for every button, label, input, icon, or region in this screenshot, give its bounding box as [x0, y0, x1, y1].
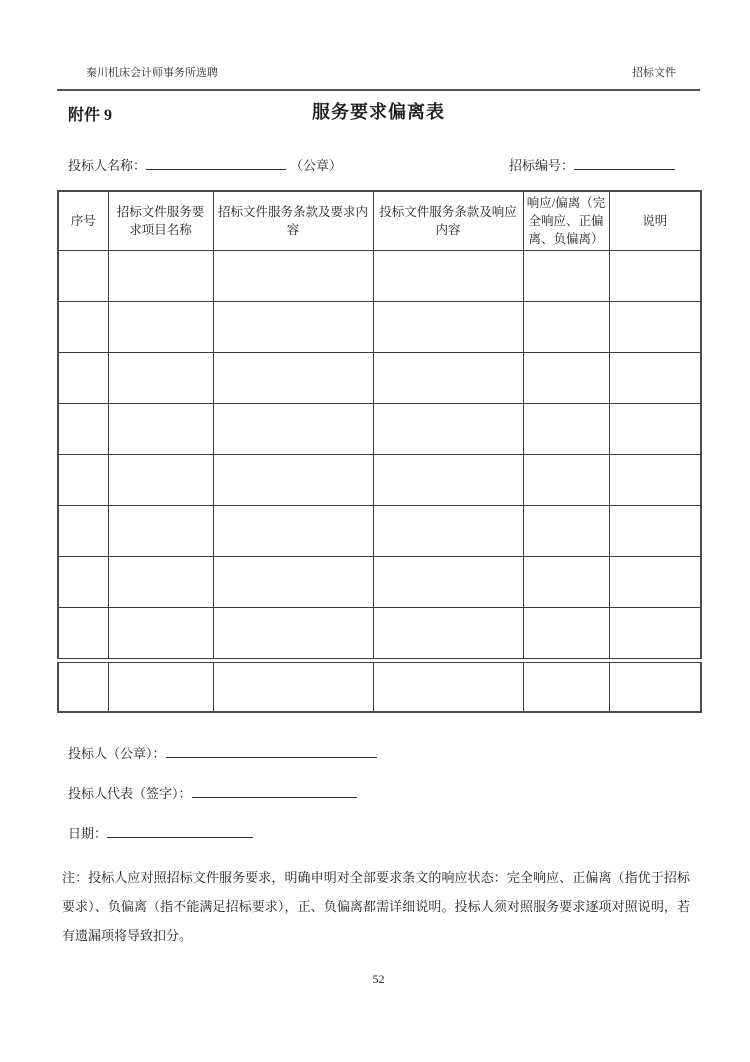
empty-cell	[58, 302, 108, 353]
empty-cell	[373, 302, 523, 353]
tender-number-label: 招标编号：	[508, 158, 574, 173]
letterhead	[57, 64, 700, 80]
header-cell-remarks: 说明	[609, 191, 701, 251]
header-cell-bid-response: 投标文件服务条款及响应内容	[373, 191, 523, 251]
empty-cell	[58, 455, 108, 506]
empty-cell	[213, 302, 373, 353]
empty-cell	[373, 663, 523, 712]
empty-cell	[373, 353, 523, 404]
empty-cell	[609, 404, 701, 455]
empty-cell	[108, 608, 213, 659]
empty-cell	[108, 302, 213, 353]
representative-blank	[192, 785, 357, 798]
table-tail-body	[58, 663, 701, 712]
document-page	[57, 0, 700, 987]
empty-cell	[58, 608, 108, 659]
empty-cell	[609, 302, 701, 353]
header-cell-item-name: 招标文件服务要求项目名称	[108, 191, 213, 251]
empty-cell	[609, 506, 701, 557]
empty-cell	[58, 557, 108, 608]
empty-cell	[213, 404, 373, 455]
signature-block	[57, 743, 700, 841]
table-body	[58, 251, 701, 659]
empty-cell	[609, 557, 701, 608]
empty-cell	[373, 455, 523, 506]
empty-cell	[108, 251, 213, 302]
seal-label: （公章）	[290, 158, 343, 173]
empty-cell	[108, 353, 213, 404]
empty-cell	[523, 663, 609, 712]
empty-cell	[523, 404, 609, 455]
date-blank	[107, 825, 253, 838]
empty-cell	[213, 506, 373, 557]
empty-cell	[213, 455, 373, 506]
header-cell-tender-terms: 招标文件服务条款及要求内容	[213, 191, 373, 251]
empty-cell	[108, 663, 213, 712]
empty-cell	[58, 251, 108, 302]
table-row	[58, 663, 701, 712]
representative-label: 投标人代表（签字）：	[68, 785, 192, 801]
table-row	[58, 251, 701, 302]
empty-cell	[523, 302, 609, 353]
bidder-name-blank	[146, 157, 286, 170]
table-row	[58, 506, 701, 557]
empty-cell	[213, 353, 373, 404]
signature-line-seal	[68, 743, 700, 761]
page-number: 52	[372, 971, 385, 986]
empty-cell	[108, 557, 213, 608]
attachment-label: 附件 9	[68, 107, 113, 124]
table-row	[58, 455, 701, 506]
empty-cell	[373, 251, 523, 302]
title-row	[57, 99, 700, 125]
empty-cell	[108, 506, 213, 557]
empty-cell	[523, 455, 609, 506]
tender-number-blank	[574, 157, 675, 170]
empty-cell	[523, 251, 609, 302]
empty-cell	[108, 455, 213, 506]
signature-line-date	[68, 823, 700, 841]
bidder-name-group	[68, 155, 342, 174]
table-row	[58, 404, 701, 455]
letterhead-right-text: 招标文件	[632, 67, 676, 79]
empty-cell	[523, 506, 609, 557]
table-row	[58, 608, 701, 659]
bidder-name-label: 投标人名称：	[68, 158, 147, 173]
table-row	[58, 353, 701, 404]
empty-cell	[213, 557, 373, 608]
empty-cell	[609, 353, 701, 404]
empty-cell	[58, 353, 108, 404]
tender-number-group	[509, 155, 675, 174]
page-title: 服务要求偏离表	[312, 102, 445, 122]
empty-cell	[213, 251, 373, 302]
bidder-seal-label: 投标人（公章）：	[68, 745, 166, 761]
empty-cell	[523, 353, 609, 404]
deviation-table-last-row	[57, 662, 702, 713]
empty-cell	[58, 404, 108, 455]
empty-cell	[373, 404, 523, 455]
empty-cell	[523, 608, 609, 659]
signature-line-representative	[68, 783, 700, 801]
empty-cell	[373, 557, 523, 608]
empty-cell	[58, 663, 108, 712]
table-row	[58, 302, 701, 353]
note-text: 注：投标人应对照招标文件服务要求，明确申明对全部要求条文的响应状态：完全响应、正偏离（指优于招标要求）、负偏离（指不能满足招标要求），正、负偏离都需详细说明。投标人须对照服务要求逐项对照说明，若有遗漏项将导致扣分。	[62, 869, 690, 943]
deviation-table	[57, 190, 702, 659]
letterhead-left-text: 秦川机床会计师事务所选聘	[86, 67, 218, 79]
empty-cell	[609, 663, 701, 712]
empty-cell	[609, 455, 701, 506]
date-label: 日期：	[68, 825, 108, 841]
empty-cell	[58, 506, 108, 557]
header-cell-deviation: 响应/偏离（完全响应、正偏离、负偏离）	[523, 191, 609, 251]
table-row	[58, 557, 701, 608]
empty-cell	[523, 557, 609, 608]
letterhead-divider	[57, 89, 700, 91]
empty-cell	[373, 608, 523, 659]
empty-cell	[108, 404, 213, 455]
empty-cell	[213, 608, 373, 659]
table-header-row	[58, 191, 701, 251]
header-cell-seq: 序号	[58, 191, 108, 251]
empty-cell	[213, 663, 373, 712]
empty-cell	[373, 506, 523, 557]
empty-cell	[609, 251, 701, 302]
bidder-seal-blank	[166, 745, 377, 758]
empty-cell	[609, 608, 701, 659]
bidder-info-row	[57, 155, 700, 174]
